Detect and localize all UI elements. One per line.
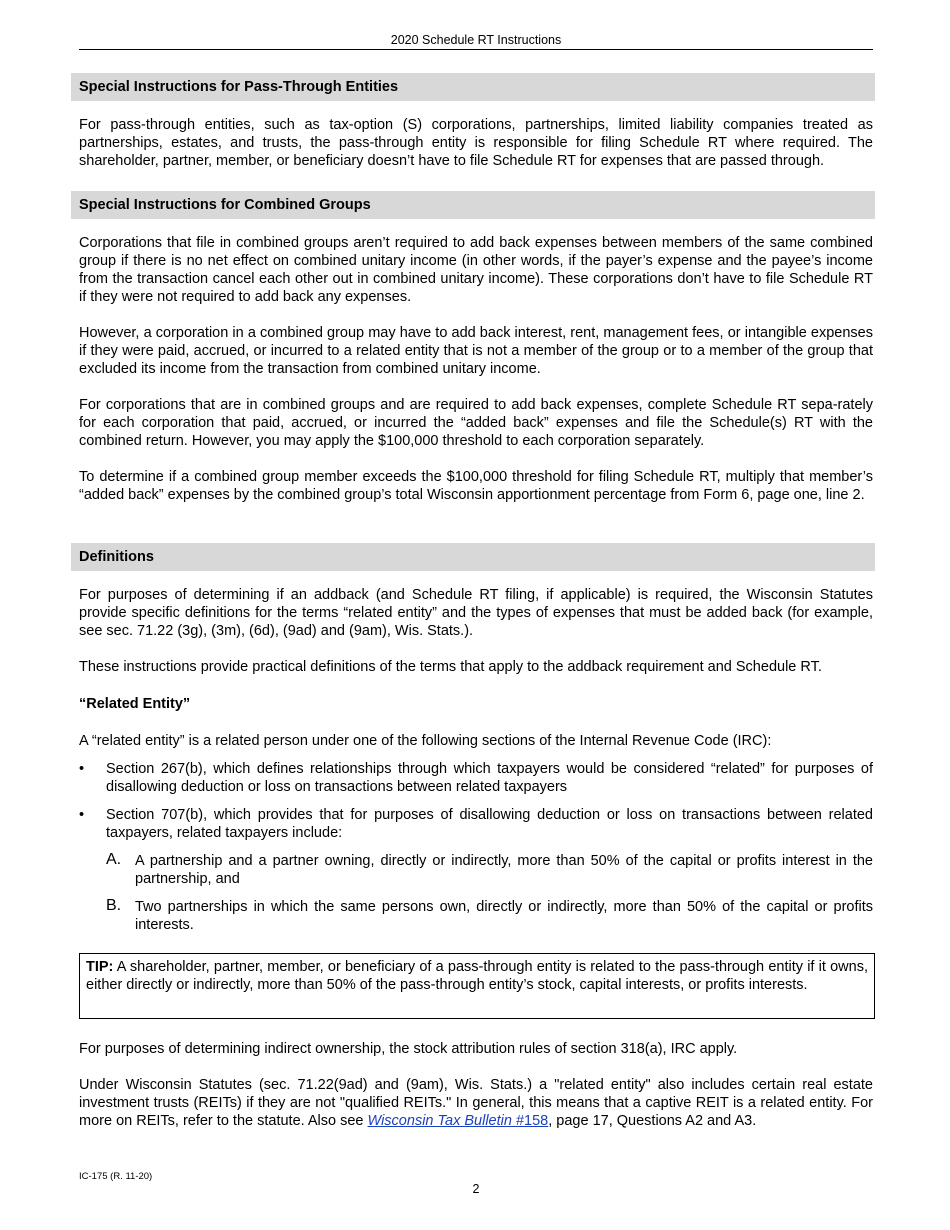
tax-bulletin-link[interactable] (368, 1113, 549, 1129)
related-entity-heading: “Related Entity” (79, 696, 191, 712)
reit-paragraph (79, 1076, 873, 1130)
page-number: 2 (472, 1182, 480, 1196)
reit-text-end: , page 17, Questions A2 and A3. (548, 1113, 757, 1129)
pass-through-paragraph: For pass-through entities, such as tax-option (S) corporations, partnerships, limited liability companies treated as partnerships, estates, and trusts, the pass-through entity is responsible for filing Schedule RT where required. The shareholder, partner, member, or beneficiary doesn’t have to file Schedule RT for expenses that are passed through. (79, 117, 873, 169)
combined-groups-paragraph-2: However, a corporation in a combined group may have to add back interest, rent, management fees, or intangible expenses if they were paid, accrued, or incurred to a related entity that is not a member of the group or to a member of the group that excluded its income from the transaction from combined unitary income. (79, 325, 873, 377)
indirect-ownership-paragraph: For purposes of determining indirect ownership, the stock attribution rules of section 318(a), IRC apply. (79, 1041, 738, 1057)
tip-label: TIP: (86, 959, 114, 975)
form-identifier: IC-175 (R. 11-20) (79, 1171, 153, 1182)
bullet-text: Section 707(b), which provides that for purposes of disallowing deduction or loss on transactions between related taxpayers, related taxpayers include: (106, 807, 873, 841)
combined-groups-paragraph-3: For corporations that are in combined groups and are required to add back expenses, complete Schedule RT sepa-rately for each corporation that paid, accrued, or incurred the “added back” expenses and file the Schedule(s) RT with the combined return. However, you may apply the $100,000 threshold to each corporation separately. (79, 397, 873, 449)
tip-box (79, 953, 875, 1019)
item-text: A partnership and a partner owning, directly or indirectly, more than 50% of the capital or profits interest in the partnership, and (135, 853, 873, 887)
running-header: 2020 Schedule RT Instructions (79, 33, 873, 50)
tip-text: A shareholder, partner, member, or beneficiary of a pass-through entity is related to the pass-through entity if it owns, either directly or indirectly, more than 50% of the pass-through entity’s stock, capital interests, or profits interests. (86, 959, 868, 993)
tax-bulletin-link-number: #158 (511, 1113, 549, 1129)
tax-bulletin-link-title: Wisconsin Tax Bulletin (367, 1113, 512, 1129)
combined-groups-paragraph-4: To determine if a combined group member exceeds the $100,000 threshold for filing Schedule RT, multiply that member’s “added back” expenses by the combined group’s total Wisconsin apportionment percentage from Form 6, page one, line 2. (79, 469, 873, 503)
bullet-symbol: • (79, 761, 85, 777)
related-entity-intro: A “related entity” is a related person under one of the following sections of the Internal Revenue Code (IRC): (79, 733, 772, 749)
section-heading-definitions: Definitions (71, 543, 875, 571)
bullet-text: Section 267(b), which defines relationships through which taxpayers would be considered “related” for purposes of disallowing deduction or loss on transactions between related taxpayers (106, 761, 873, 795)
definitions-paragraph-2: These instructions provide practical definitions of the terms that apply to the addback requirement and Schedule RT. (79, 659, 822, 675)
definitions-paragraph-1: For purposes of determining if an addback (and Schedule RT filing, if applicable) is required, the Wisconsin Statutes provide specific definitions for the terms “related entity” and the types of expenses that must be added back (for example, see sec. 71.22 (3g), (3m), (6d), (9ad) and (9am), Wis. Stats.). (79, 587, 873, 639)
item-letter: A. (106, 851, 122, 868)
section-heading-pass-through: Special Instructions for Pass-Through Entities (71, 73, 875, 101)
item-letter: B. (106, 897, 122, 914)
bullet-symbol: • (79, 807, 85, 823)
combined-groups-paragraph-1: Corporations that file in combined groups aren’t required to add back expenses between members of the same combined group if there is no net effect on combined unitary income (in other words, if the payer’s expense and the payee’s income from the transaction cancel each other out in combined unitary income). These corporations don’t have to file Schedule RT if they were not required to add back any expenses. (79, 235, 873, 305)
section-heading-combined-groups: Special Instructions for Combined Groups (71, 191, 875, 219)
item-text: Two partnerships in which the same persons own, directly or indirectly, more than 50% of the capital or profits interests. (135, 899, 873, 933)
reit-text: Under Wisconsin Statutes (sec. 71.22(9ad) and (9am), Wis. Stats.) a "related entity" also includes certain real estate investment trusts (REITs) if they are not "qualified REITs." In general, this means that a captive REIT is a related entity. For more on REITs, refer to the statute. Also see (79, 1077, 873, 1129)
